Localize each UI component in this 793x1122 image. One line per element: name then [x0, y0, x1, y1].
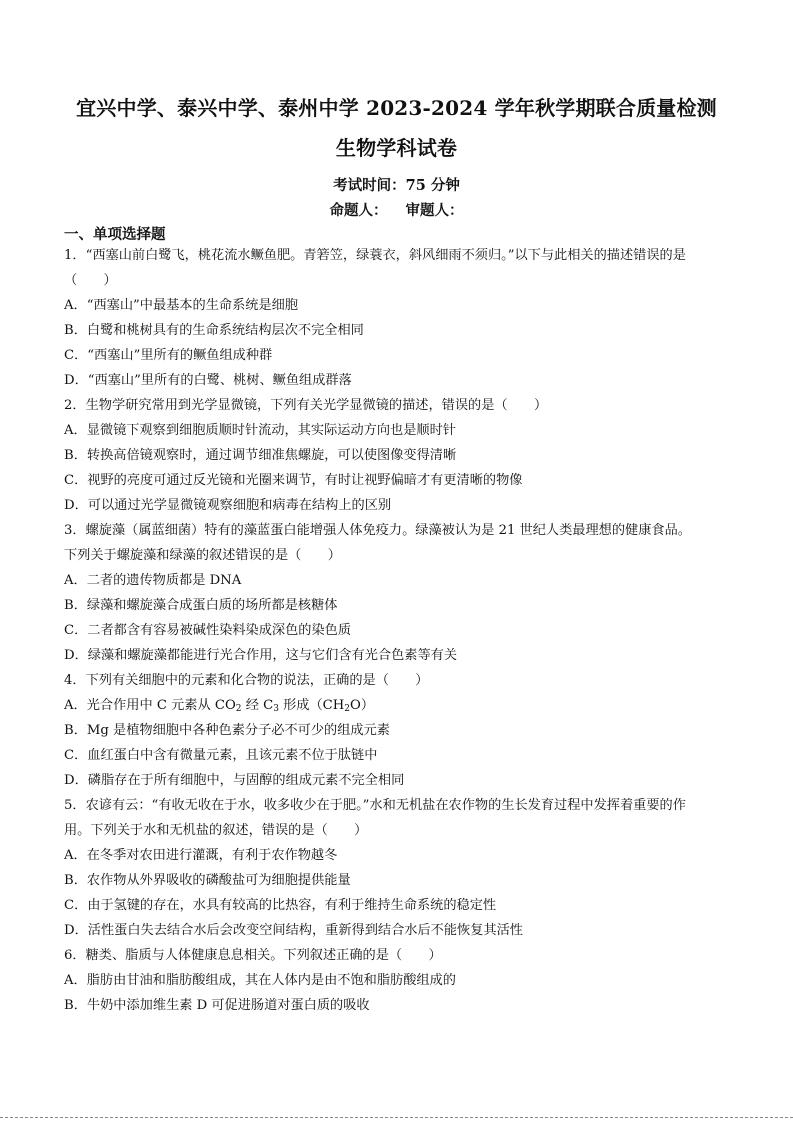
- q2-option-d: D．可以通过光学显微镜观察细胞和病毒在结构上的区别: [64, 498, 392, 513]
- q3-option-c: C．二者都含有容易被碱性染料染成深色的染色质: [64, 623, 352, 638]
- reviewer-label: 审题人：: [405, 202, 464, 219]
- exam-subtitle: 生物学科试卷: [335, 136, 458, 160]
- q5-stem-line1: 5．农谚有云：“有收无收在于水，收多收少在于肥。”水和无机盐在农作物的生长发育过程中发挥着重要的作: [64, 798, 686, 813]
- q5-option-d: D．活性蛋白失去结合水后会改变空间结构，重新得到结合水后不能恢复其活性: [64, 923, 523, 938]
- q4-stem: 4．下列有关细胞中的元素和化合物的说法，正确的是（ ）: [64, 673, 429, 688]
- q3-stem-line1: 3．螺旋藻（属蓝细菌）特有的藻蓝蛋白能增强人体免疫力。绿藻被认为是 21 世纪人类最理想的健康食品。: [64, 523, 691, 538]
- q3-stem-line2: 下列关于螺旋藻和绿藻的叙述错误的是（ ）: [64, 548, 341, 563]
- q2-option-b: B．转换高倍镜观察时，通过调节细准焦螺旋，可以使图像变得清晰: [64, 448, 457, 463]
- q3-option-a: A．二者的遗传物质都是 DNA: [64, 573, 242, 588]
- exam-time: 考试时间：75 分钟: [333, 177, 460, 194]
- q4-option-d: D．磷脂存在于所有细胞中，与固醇的组成元素不完全相同: [64, 773, 405, 788]
- q3-option-b: B．绿藻和螺旋藻合成蛋白质的场所都是核糖体: [64, 598, 338, 613]
- q4-option-b: B．Mg 是植物细胞中各种色素分子必不可少的组成元素: [64, 723, 390, 738]
- q1-option-a: A．“西塞山”中最基本的生命系统是细胞: [64, 298, 299, 313]
- page-bottom-divider: [0, 1117, 793, 1118]
- q6-option-a: A．脂肪由甘油和脂肪酸组成，其在人体内是由不饱和脂肪酸组成的: [64, 973, 456, 988]
- q1-option-d: D．“西塞山”里所有的白鹭、桃树、鳜鱼组成群落: [64, 373, 352, 388]
- q5-option-c: C．由于氢键的存在，水具有较高的比热容，有利于维持生命系统的稳定性: [64, 898, 497, 913]
- q2-option-c: C．视野的亮度可通过反光镜和光圈来调节，有时让视野偏暗才有更清晰的物像: [64, 473, 523, 488]
- q6-stem: 6．糖类、脂质与人体健康息息相关。下列叙述正确的是（ ）: [64, 948, 442, 963]
- q2-stem: 2．生物学研究常用到光学显微镜，下列有关光学显微镜的描述，错误的是（ ）: [64, 398, 548, 413]
- exam-staff: [0, 199, 793, 220]
- q1-paren: （ ）: [64, 273, 117, 288]
- section-heading: 一、单项选择题: [64, 226, 166, 243]
- q1-option-b: B．白鹭和桃树具有的生命系统结构层次不完全相同: [64, 323, 364, 338]
- q5-option-b: B．农作物从外界吸收的磷酸盐可为细胞提供能量: [64, 873, 351, 888]
- q1-option-c: C．“西塞山”里所有的鳜鱼组成种群: [64, 348, 273, 363]
- q4-option-a: A．光合作用中 C 元素从 $CO_2$ 经 $C_3$ 形成$(CH_2O)$: [64, 698, 375, 714]
- q5-option-a: A．在冬季对农田进行灌溉，有利于农作物越冬: [64, 848, 338, 863]
- setter-label: 命题人：: [329, 202, 388, 219]
- q2-option-a: A．显微镜下观察到细胞质顺时针流动，其实际运动方向也是顺时针: [64, 423, 456, 438]
- q3-option-d: D．绿藻和螺旋藻都能进行光合作用，这与它们含有光合色素等有关: [64, 648, 458, 663]
- q6-option-b: B．牛奶中添加维生素 D 可促进肠道对蛋白质的吸收: [64, 998, 370, 1013]
- exam-title: 宜兴中学、泰兴中学、泰州中学 2023-2024 学年秋学期联合质量检测: [76, 96, 717, 120]
- q1-stem: 1．“西塞山前白鹭飞，桃花流水鳜鱼肥。青箬笠，绿蓑衣，斜风细雨不须归。”以下与此相关的描述错误的是: [64, 248, 686, 263]
- q4-option-c: C．血红蛋白中含有微量元素，且该元素不位于肽链中: [64, 748, 378, 763]
- q5-stem-line2: 用。下列关于水和无机盐的叙述，错误的是（ ）: [64, 823, 368, 838]
